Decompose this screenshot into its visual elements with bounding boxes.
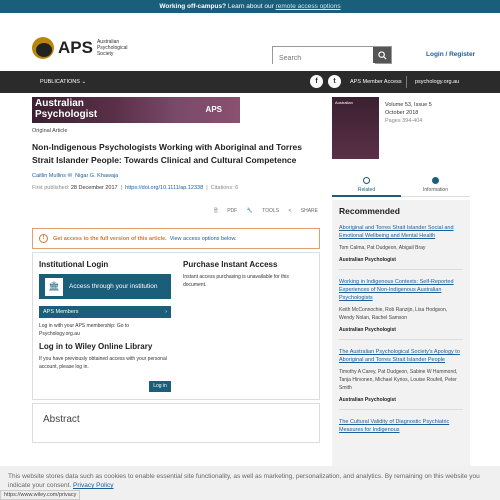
recommended-authors: Timothy A Carey, Pat Dudgeon, Sabine W Hammond, Tanja Hirvonen, Michael Kyrios, Louise Roufeil, Peter Smith xyxy=(339,369,458,391)
list-item xyxy=(339,348,463,410)
abstract-section xyxy=(32,403,320,443)
access-notice xyxy=(32,228,320,249)
recommended-title-link[interactable]: Working in Indigenous Contexts: Self-Reported Experiences of Non-Indigenous Australian Psychologists xyxy=(339,279,454,301)
logo-name: APS xyxy=(58,38,93,57)
article-main xyxy=(32,97,320,443)
wiley-login-heading: Log in to Wiley Online Library xyxy=(39,342,153,351)
issue-link[interactable]: Volume 53, Issue 5 xyxy=(385,102,432,108)
authors xyxy=(32,173,320,179)
list-item xyxy=(339,418,463,440)
recommended-title-link[interactable]: The Australian Psychological Society's Apology to Aboriginal and Torres Strait Islander People xyxy=(339,349,460,363)
list-item xyxy=(339,224,463,270)
institutional-login xyxy=(39,260,171,389)
banner-aps-logo: APS xyxy=(205,105,222,114)
recommended-journal: Australian Psychologist xyxy=(339,397,396,403)
tools-button[interactable]: 🔧 TOOLS xyxy=(246,208,280,214)
logo-subtitle: Australian Psychological Society xyxy=(96,39,128,57)
email-icon[interactable]: ✉ xyxy=(67,173,73,179)
info-icon xyxy=(432,177,439,184)
pdf-button[interactable]: 🗎 PDF xyxy=(213,208,238,214)
site-header xyxy=(0,13,500,71)
journal-banner-title: Australian Psychologist xyxy=(35,98,98,120)
access-panels xyxy=(32,252,320,400)
login-register-link[interactable]: Login / Register xyxy=(426,51,476,58)
recommended-title-link[interactable]: Aboriginal and Torres Strait Islander Social and Emotional Wellbeing and Mental Health xyxy=(339,225,454,239)
article-type: Original Article xyxy=(32,128,68,134)
recommended-journal: Australian Psychologist xyxy=(339,327,396,333)
institution-access-button[interactable]: 🏛 Access through your institution xyxy=(39,274,171,299)
related-icon xyxy=(363,177,370,184)
recommended-journal: Australian Psychologist xyxy=(339,257,396,263)
journal-cover[interactable]: Australian xyxy=(332,97,379,159)
recommended-authors: Keith McConnochie, Rob Ranzijn, Lisa Hodgson, Wendy Nolan, Rachel Samson xyxy=(339,307,448,321)
purchase-text: Instant access purchasing is unavailable for this document. xyxy=(183,274,289,288)
recommended-panel xyxy=(332,200,470,500)
tab-related[interactable]: Related xyxy=(332,177,401,197)
article-meta: First published: 28 December 2017 | https://doi.org/10.1111/ap.12338 | Citations: 6 xyxy=(32,185,239,191)
recommended-title-link[interactable]: The Cultural Validity of Diagnostic Psychiatric Measures for Indigenous xyxy=(339,419,450,433)
institution-icon: 🏛 xyxy=(45,278,63,296)
journal-banner[interactable] xyxy=(32,97,240,123)
login-button[interactable]: Log in xyxy=(149,381,171,392)
aps-members-toggle[interactable]: APS Members › xyxy=(39,306,171,318)
issue-pages: Pages 394-404 xyxy=(385,118,423,124)
access-notice-text: Get access to the full version of this article. xyxy=(53,235,167,242)
list-item xyxy=(339,278,463,340)
abstract-heading: Abstract xyxy=(43,414,80,425)
issue-info xyxy=(385,101,432,125)
sidebar-tabs xyxy=(332,177,470,197)
search-icon xyxy=(378,51,387,60)
banner-text: Learn about our xyxy=(226,3,276,10)
tab-information[interactable]: Information xyxy=(401,177,470,193)
share-button[interactable]: < SHARE xyxy=(288,208,318,214)
access-options-link[interactable]: View access options below. xyxy=(169,235,237,242)
wiley-login-text: If you have previously obtained access with your personal account, please log in. xyxy=(39,356,167,370)
institutional-login-heading: Institutional Login xyxy=(39,260,109,269)
nav-divider xyxy=(406,76,407,88)
aps-member-access-link[interactable]: APS Member Access xyxy=(350,79,402,85)
publish-date: 28 December 2017 xyxy=(70,185,118,191)
doi-link[interactable]: https://doi.org/10.1111/ap.12338 xyxy=(125,185,204,191)
article-tools xyxy=(32,208,320,216)
issue-date: October 2018 xyxy=(385,110,419,116)
search-box xyxy=(272,46,392,64)
banner-bold: Working off-campus? xyxy=(159,3,227,10)
publications-menu[interactable]: PUBLICATIONS ⌄ xyxy=(40,79,87,85)
remote-access-banner xyxy=(0,0,500,13)
privacy-policy-link[interactable]: Privacy Policy xyxy=(73,482,114,489)
aps-logo[interactable] xyxy=(32,37,128,59)
remote-access-link[interactable]: remote access options xyxy=(275,3,341,10)
recommended-authors: Tom Calma, Pat Dudgeon, Abigail Bray xyxy=(339,245,426,251)
search-button[interactable] xyxy=(373,47,391,63)
status-bar-url: https://www.wiley.com/privacy xyxy=(0,490,80,500)
recommended-heading: Recommended xyxy=(339,206,400,216)
facebook-icon[interactable]: f xyxy=(310,75,323,88)
author-link[interactable]: Caitlin Mullins xyxy=(32,173,66,179)
aps-login-text: Log in with your APS membership: Go to Psychology.org.au xyxy=(39,323,130,337)
author-link[interactable]: Nigar G. Khawaja xyxy=(75,173,119,179)
cookie-text: This website stores data such as cookies to enable essential site functionality, as well as marketing, personalization, and analytics. By remaining on this website you indicate your consent. xyxy=(8,473,480,489)
alert-icon: ! xyxy=(39,234,48,243)
twitter-icon[interactable]: t xyxy=(328,75,341,88)
purchase-access xyxy=(183,260,311,289)
nav-bar xyxy=(0,71,500,93)
psychology-org-link[interactable]: psychology.org.au xyxy=(415,79,460,85)
article-title: Non-Indigenous Psychologists Working with Aboriginal and Torres Strait Islander People: Towards Clinical and Cultural Competence xyxy=(32,142,302,165)
search-input[interactable] xyxy=(273,51,375,67)
citations-link[interactable]: Citations: 6 xyxy=(210,185,239,191)
purchase-heading: Purchase Instant Access xyxy=(183,260,278,269)
aps-logo-icon xyxy=(32,37,54,59)
